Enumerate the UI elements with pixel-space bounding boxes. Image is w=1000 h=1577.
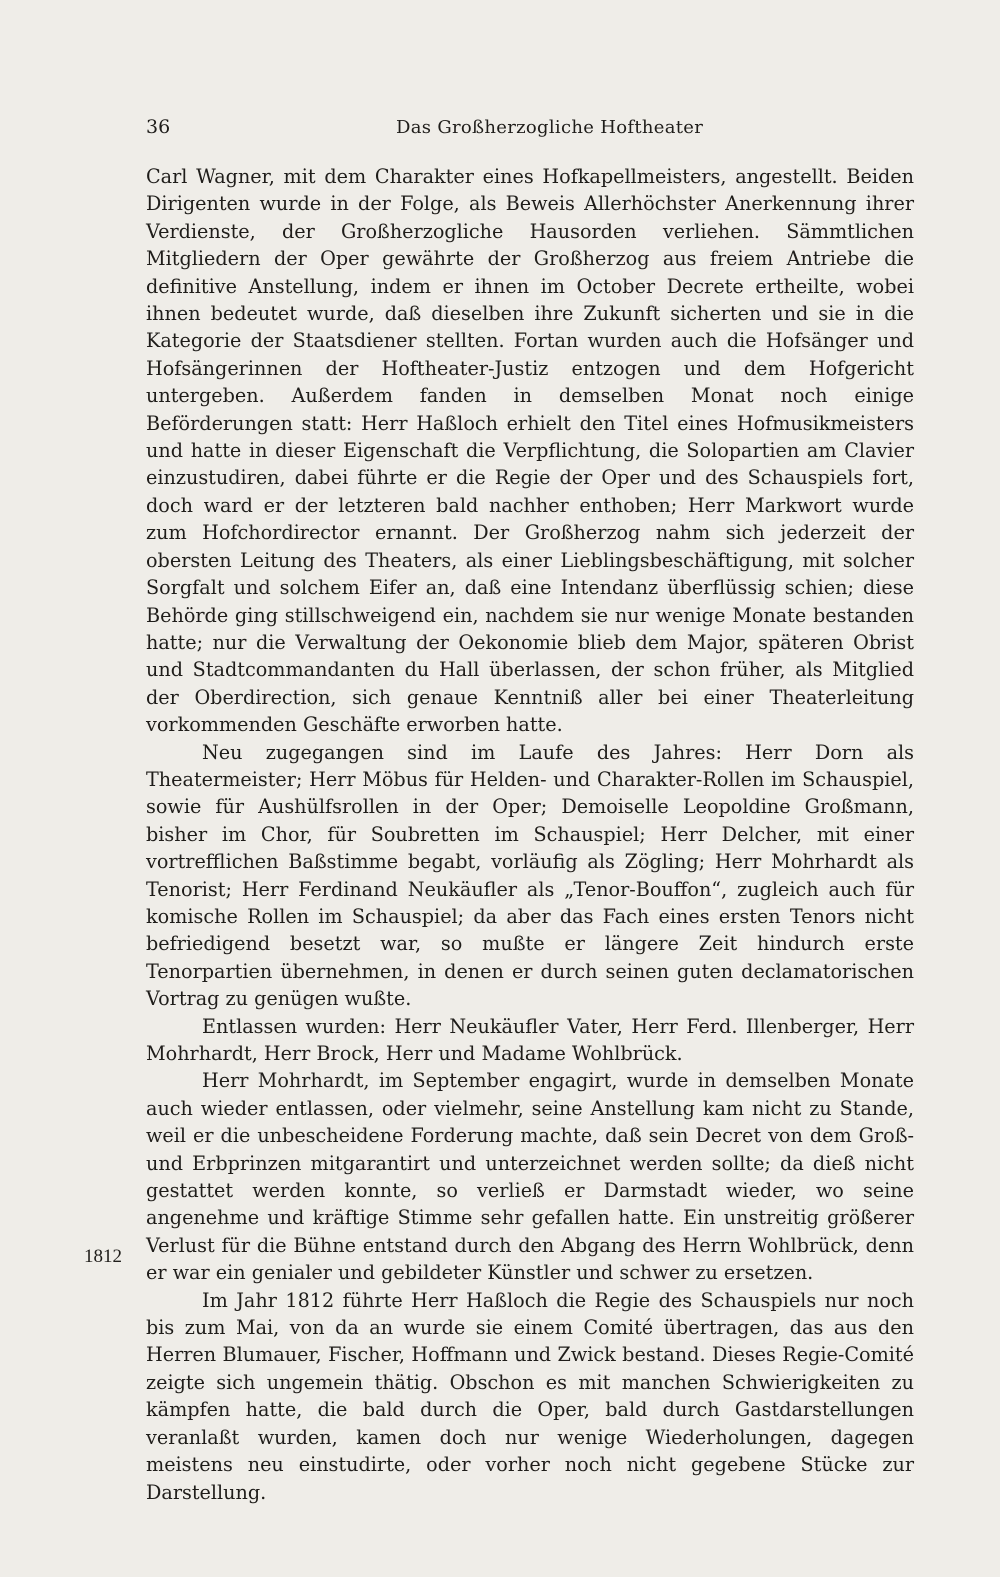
paragraph-2: Neu zugegangen sind im Laufe des Jahres: Herr Dorn als Theatermeister; Herr Möbus für Helden- und Charakter-Rollen im Schauspiel, sowie für Aushülfsrollen in der Oper; Demoiselle Leopoldine Großmann, bisher im Chor, für Soubretten im Schauspiel; Herr Delcher, mit einer vortrefflichen Baßstimme begabt, vorläufig als Zögling; Herr Mohrhardt als Tenorist; Herr Ferdinand Neukäufler als „Tenor-Bouffon“, zugleich auch für komische Rollen im Schauspiel; da aber das Fach eines ersten Tenors nicht befriedigend besetzt war, so mußte er längere Zeit hindurch erste Tenorpartien übernehmen, in denen er durch seinen guten declamatorischen Vortrag zu genügen wußte. <box>146 740 914 1011</box>
body-text <box>146 163 914 1506</box>
running-head-title: Das Großherzogliche Hoftheater <box>396 117 704 138</box>
paragraph-5: Im Jahr 1812 führte Herr Haßloch die Regie des Schauspiels nur noch bis zum Mai, von da an wurde sie einem Comité übertragen, das aus den Herren Blumauer, Fischer, Hoffmann und Zwick bestand. Dieses Regie-Comité zeigte sich ungemein thätig. Obschon es mit manchen Schwierigkeiten zu kämpfen hatte, die bald durch die Oper, bald durch Gastdarstellungen veranlaßt wurden, kamen doch nur wenige Wiederholungen, dagegen meistens neu einstudirte, oder vorher noch nicht gegebene Stücke zur Darstellung. <box>146 1288 914 1504</box>
paragraph-3: Entlassen wurden: Herr Neukäufler Vater, Herr Ferd. Illenberger, Herr Mohrhardt, Herr Brock, Herr und Madame Wohlbrück. <box>146 1014 914 1065</box>
margin-year-note: 1812 <box>84 1246 122 1267</box>
running-head <box>146 114 914 144</box>
paragraph-1: Carl Wagner, mit dem Charakter eines Hofkapellmeisters, angestellt. Beiden Dirigenten wurde in der Folge, als Beweis Allerhöchster Anerkennung ihrer Verdienste, der Großherzogliche Hausorden verliehen. Sämmtlichen Mitgliedern der Oper gewährte der Großherzog aus freiem Antriebe die definitive Anstellung, indem er ihnen im October Decrete ertheilte, wobei ihnen bedeutet wurde, daß dieselben ihre Zukunft sicherten und sie in die Kategorie der Staatsdiener stellten. Fortan wurden auch die Hofsänger und Hofsängerinnen der Hoftheater-Justiz entzogen und dem Hofgericht untergeben. Außerdem fanden in demselben Monat noch einige Beförderungen statt: Herr Haßloch erhielt den Titel eines Hofmusikmeisters und hatte in dieser Eigenschaft die Verpflichtung, die Solopartien am Clavier einzustudiren, dabei führte er die Regie der Oper und des Schauspiels fort, doch ward er der letzteren bald nachher enthoben; Herr Markwort wurde zum Hofchordirector ernannt. Der Großherzog nahm sich jederzeit der obersten Leitung des Theaters, als einer Lieblingsbeschäftigung, mit solcher Sorgfalt und solchem Eifer an, daß eine Intendanz überflüssig schien; diese Behörde ging stillschweigend ein, nachdem sie nur wenige Monate bestanden hatte; nur die Verwaltung der Oekonomie blieb dem Major, späteren Obrist und Stadtcommandanten du Hall überlassen, der schon früher, als Mitglied der Oberdirection, sich genaue Kenntniß aller bei einer Theaterleitung vorkommenden Geschäfte erworben hatte. <box>146 165 914 737</box>
page-number: 36 <box>146 116 171 138</box>
paragraph-4: Herr Mohrhardt, im September engagirt, wurde in demselben Monate auch wieder entlassen, oder vielmehr, seine Anstellung kam nicht zu Stande, weil er die unbescheidene Forderung machte, daß sein Decret von dem Groß- und Erbprinzen mitgarantirt und unterzeichnet werden sollte; da dieß nicht gestattet werden konnte, so verließ er Darmstadt wieder, wo seine angenehme und kräftige Stimme sehr gefallen hatte. Ein unstreitig größerer Verlust für die Bühne entstand durch den Abgang des Herrn Wohlbrück, denn er war ein genialer und gebildeter Künstler und schwer zu ersetzen. <box>146 1069 914 1285</box>
